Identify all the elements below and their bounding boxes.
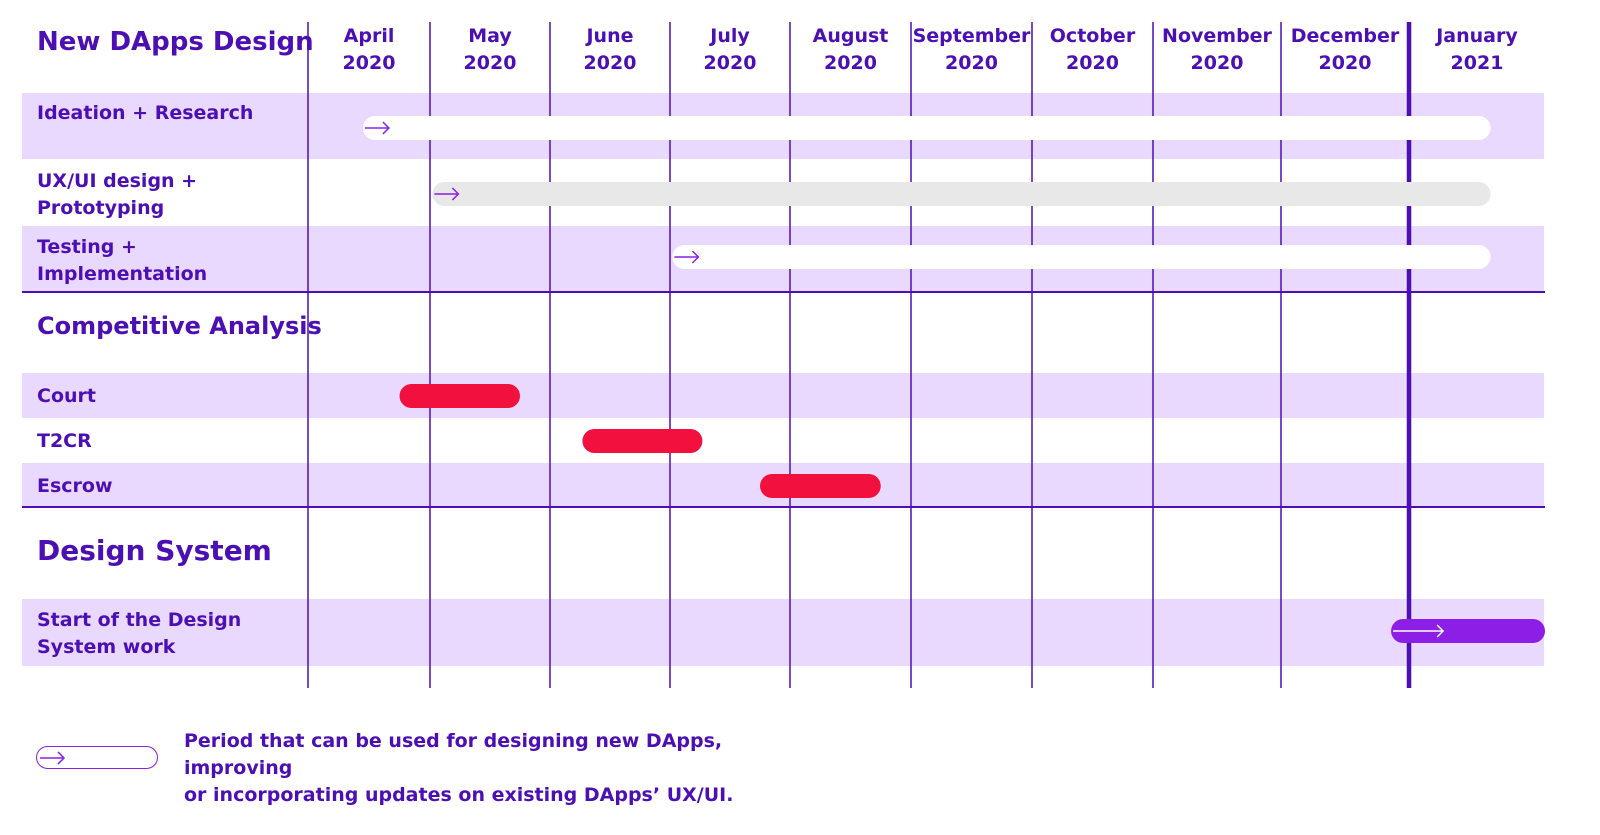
year-label-july: 2020 [703, 52, 757, 74]
task-bar-1-1 [582, 429, 702, 453]
task-label-0-1-1: Prototyping [37, 197, 165, 219]
month-label-july: July [710, 25, 750, 47]
year-label-january: 2021 [1450, 52, 1504, 74]
year-label-june: 2020 [583, 52, 637, 74]
task-bar-1-2 [760, 474, 881, 498]
year-label-september: 2020 [945, 52, 998, 74]
legend [36, 726, 836, 806]
month-label-september: September [912, 25, 1031, 47]
row-bands [22, 93, 1544, 666]
year-label-november: 2020 [1190, 52, 1244, 74]
task-label-0-2-0: Testing + [37, 236, 137, 258]
month-label-april: April [343, 25, 395, 47]
task-bar-0-2 [672, 245, 1490, 269]
month-label-january: January [1436, 25, 1518, 47]
task-label-1-2-0: Escrow [37, 475, 113, 497]
task-label-2-0-0: Start of the Design [37, 609, 242, 631]
task-label-0-2-1: Implementation [37, 263, 208, 285]
task-bar-0-1 [432, 182, 1490, 206]
section-title-1: Competitive Analysis [37, 312, 322, 340]
month-label-december: December [1290, 25, 1400, 47]
section-title-2: Design System [37, 534, 272, 567]
legend-text-line-2: or incorporating updates on existing DApps’ UX/UI. [184, 784, 734, 806]
task-label-1-0-0: Court [37, 385, 96, 407]
year-label-december: 2020 [1318, 52, 1372, 74]
task-label-1-1-0: T2CR [37, 430, 92, 452]
month-label-october: October [1049, 25, 1136, 47]
legend-text-line-1: Period that can be used for designing new DApps, improving [184, 730, 723, 779]
year-label-october: 2020 [1066, 52, 1119, 74]
task-label-0-1-0: UX/UI design + [37, 170, 198, 192]
section-title-0: New DApps Design [37, 27, 314, 57]
task-label-2-0-1: System work [37, 636, 176, 658]
row-band [22, 599, 1544, 666]
month-label-august: August [812, 25, 889, 47]
legend-text [184, 728, 824, 809]
year-label-april: 2020 [342, 52, 396, 74]
month-label-june: June [586, 25, 634, 47]
year-label-may: 2020 [463, 52, 517, 74]
month-label-november: November [1162, 25, 1272, 47]
task-label-0-0-0: Ideation + Research [37, 102, 254, 124]
year-label-august: 2020 [824, 52, 877, 74]
task-bar-0-0 [363, 116, 1491, 140]
arrow-right-icon [40, 748, 74, 768]
month-label-may: May [468, 25, 512, 47]
row-band [22, 373, 1544, 418]
task-bar-1-0 [400, 384, 521, 408]
